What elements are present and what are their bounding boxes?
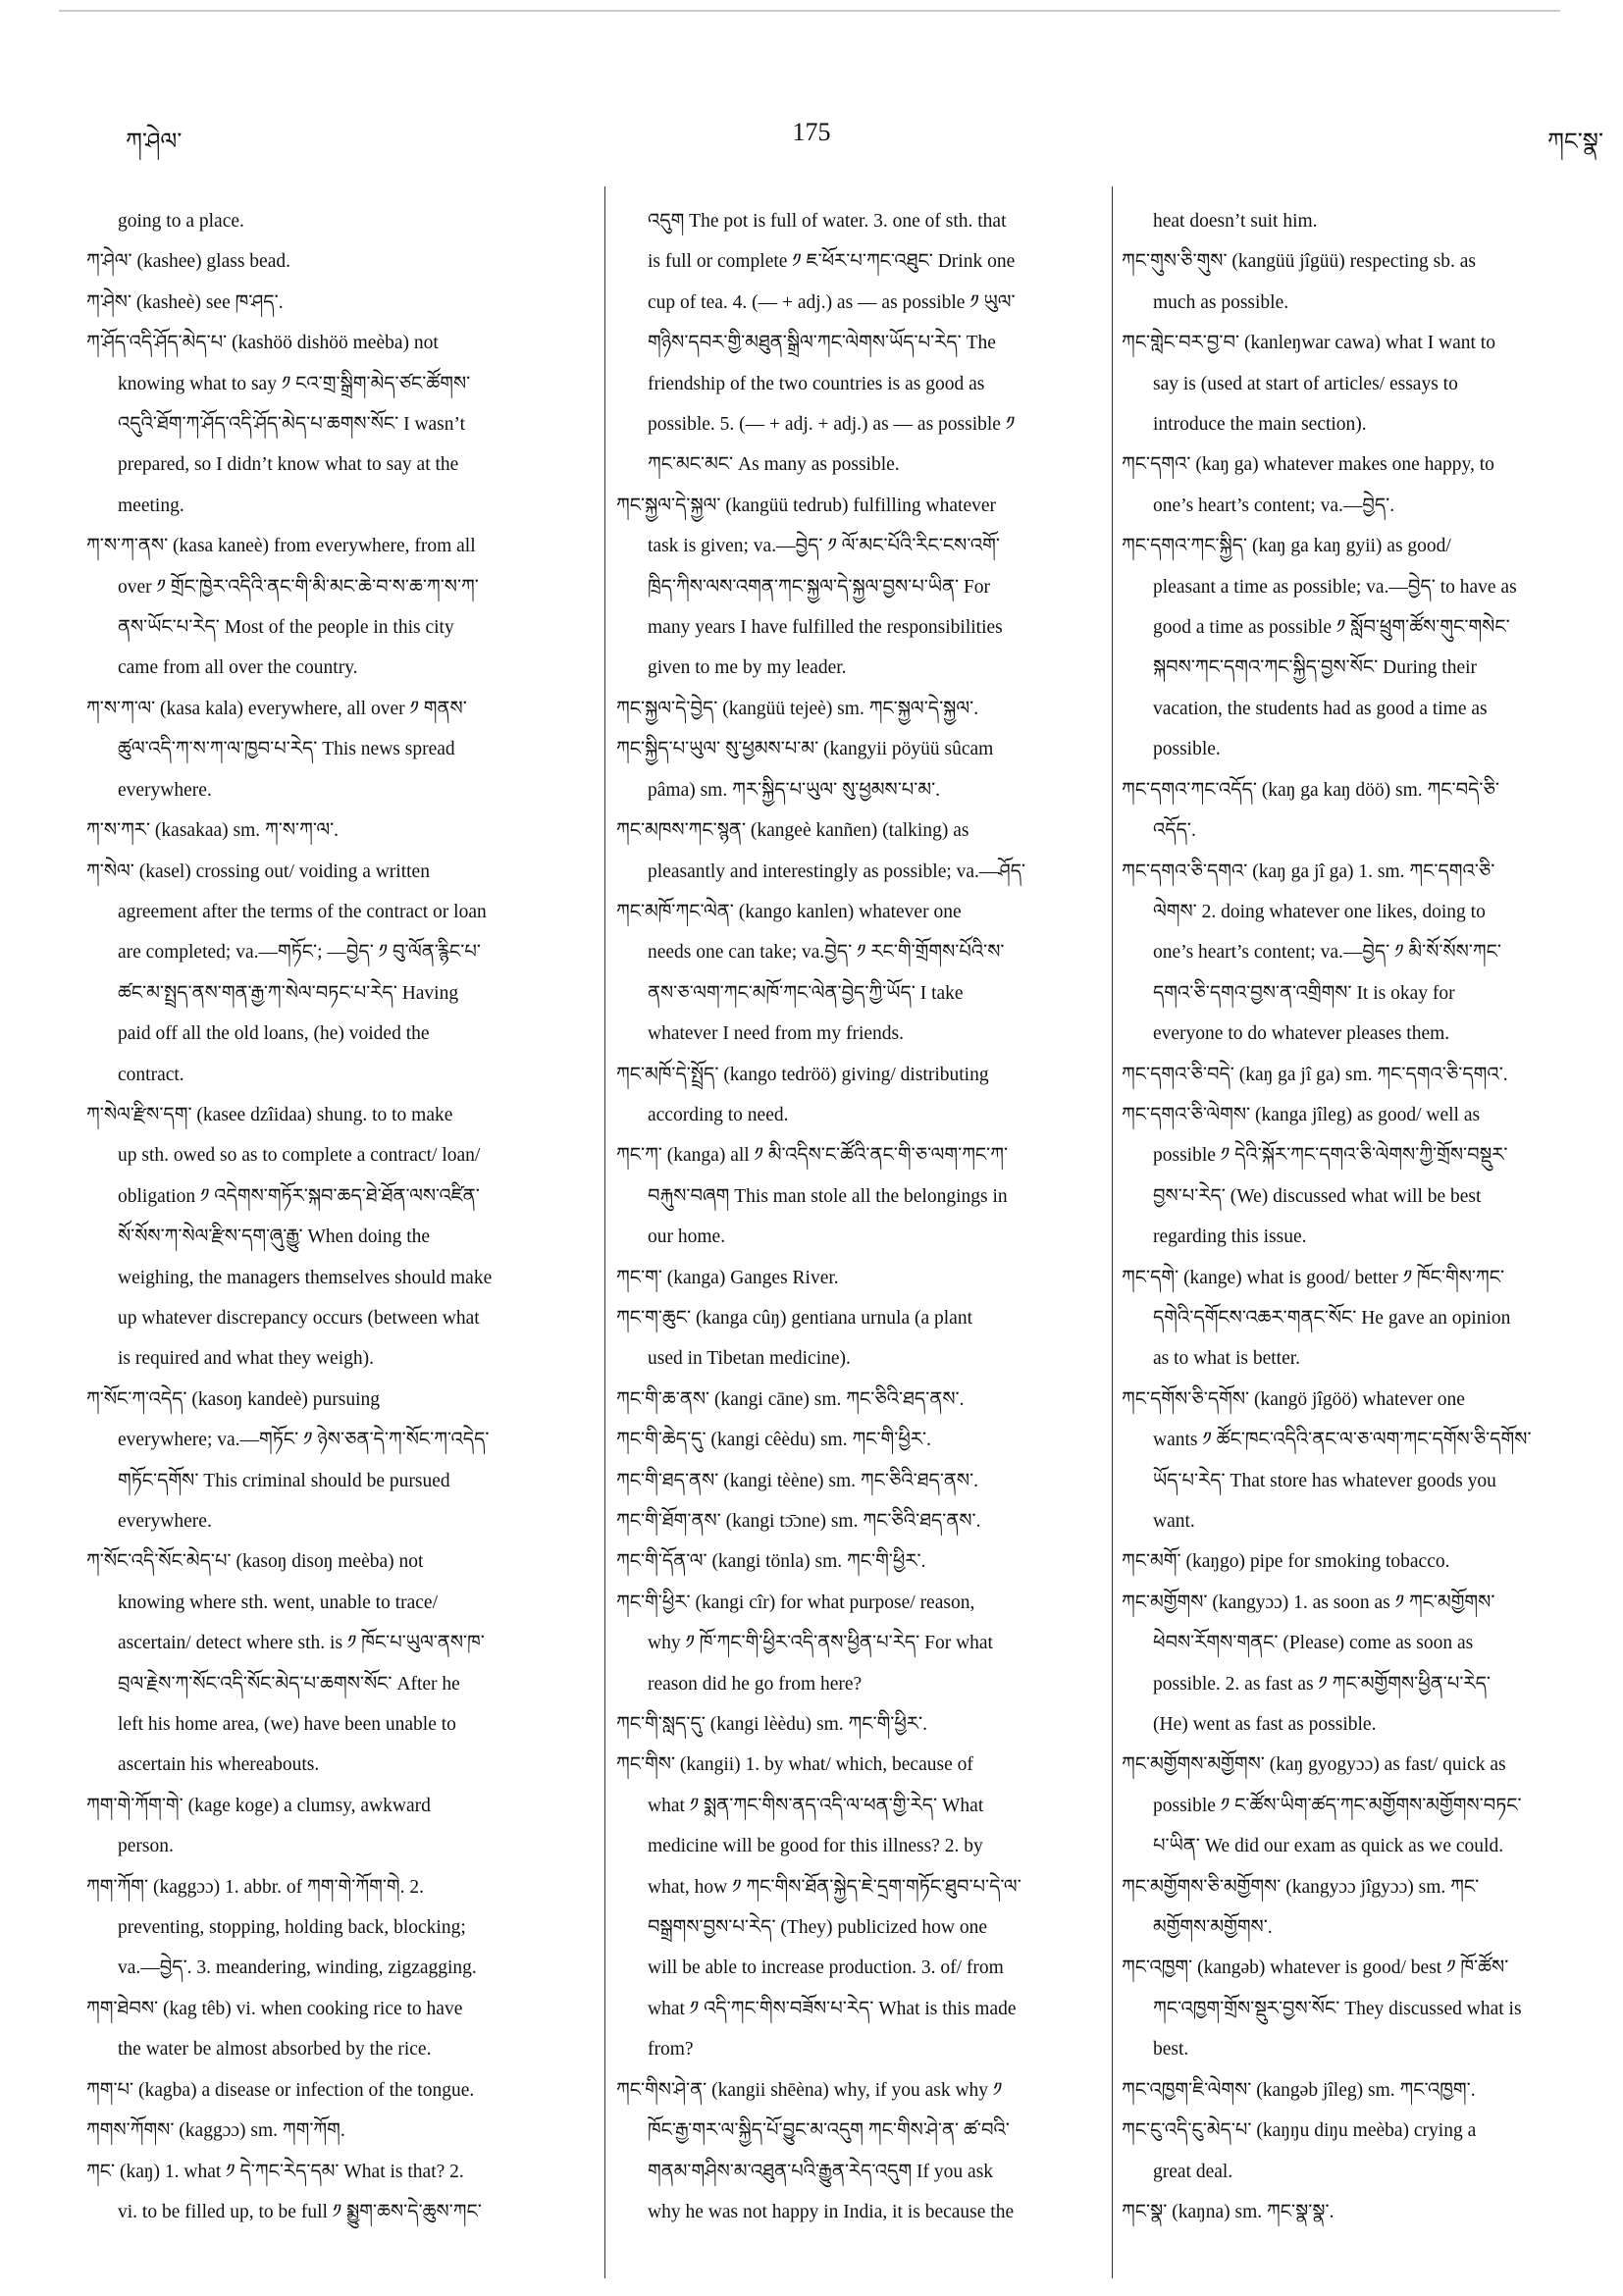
entry-headword-line: ཀང་དགོས་ཅི་དགོས་ (kangö jîgöö) whatever one	[1122, 1388, 1465, 1410]
entry-headword-line: ཀང་མགྱོགས་ (kangyɔɔ) 1. as soon as ༡ ཀང་མགྱོགས་	[1122, 1592, 1495, 1613]
entry-headword-line: ཀང་མགྱོགས་ཅི་མགྱོགས་ (kangyɔɔ jîgyɔɔ) sm. ཀང་	[1122, 1876, 1480, 1898]
running-head-right: ཀང་སྣ་	[1546, 130, 1603, 155]
entry-continuation-line: pleasantly and interestingly as possible; va.—ཤོད་	[648, 861, 1026, 882]
entry-continuation-line: བསྒྲགས་བྱས་པ་རེད་ (They) publicized how one	[648, 1917, 988, 1939]
entry-continuation-line: is full or complete ༡ ཇ་ཕོར་པ་ཀང་འཐུང་ Drink one	[648, 251, 1016, 273]
entry-headword-line: ཀང་གིས་ (kangii) 1. by what/ which, because of	[616, 1754, 973, 1776]
entry-headword-line: ཀག་གེ་ཀོག་གེ་ (kage koge) a clumsy, awkward	[86, 1795, 431, 1816]
entry-headword-line: ཀང་མགྱོགས་མགྱོགས་ (kaŋ gyogyɔɔ) as fast/ quick as	[1122, 1754, 1506, 1776]
entry-headword-line: ཀང་ག་ཆུང་ (kanga cûŋ) gentiana urnula (a plant	[616, 1307, 972, 1329]
entry-continuation-line: according to need.	[648, 1104, 789, 1125]
entry-headword-line: ཀག་ཀོག་ (kaggɔɔ) 1. abbr. of ཀག་གེ་ཀོག་གེ. 2.	[86, 1876, 425, 1898]
entry-continuation-line: say is (used at start of articles/ essays to	[1153, 373, 1458, 394]
entry-continuation-line: གཉིས་དབར་གྱི་མཐུན་སྒྲིལ་ཀང་ལེགས་ཡོད་པ་རེད་ The	[648, 333, 996, 354]
entry-continuation-line: what ༡ འདི་ཀང་གིས་བཟོས་པ་རེད་ What is this made	[648, 1998, 1017, 2019]
entry-continuation-line: vacation, the students had as good a time as	[1153, 698, 1488, 719]
entry-continuation-line: person.	[118, 1836, 174, 1857]
entry-headword-line: ཀང་གི་ཕྱིར་ (kangi cîr) for what purpose/ reason,	[616, 1592, 975, 1613]
entry-headword-line: ཀང་སྐྱིད་པ་ཡུལ་ སུ་ཕྱམས་པ་མ་ (kangyii pöyüü sûcam	[616, 739, 994, 760]
entry-continuation-line: cup of tea. 4. (— + adj.) as — as possible ༡ ཡུལ་	[648, 291, 1016, 313]
entry-continuation-line: from?	[648, 2039, 694, 2061]
column-divider-2	[1112, 186, 1113, 2278]
entry-headword-line: ཀ་ཤེས་ (kasheè) see ཁ་ཤད་.	[86, 291, 284, 313]
entry-headword-line: ཀང་ག་ (kanga) Ganges River.	[616, 1267, 839, 1288]
entry-continuation-line: great deal.	[1153, 2161, 1233, 2182]
entry-continuation-line: va.—བྱེད་. 3. meandering, winding, zigzagging.	[118, 1957, 477, 1979]
entry-continuation-line: ascertain/ detect where sth. is ༡ ཁོང་པ་ཡུལ་ནས་ཁ་	[118, 1633, 485, 1654]
entry-headword-line: ཀང་དགའ་ཅི་བདེ་ (kaŋ ga jî ga) sm. ཀང་དགའ་ཅི་དགའ་.	[1122, 1064, 1508, 1085]
entry-continuation-line: དགའ་ཅི་དགའ་བྱས་ན་འགྲིགས་ It is okay for	[1153, 982, 1455, 1004]
entry-continuation-line: many years I have fulfilled the responsibilities	[648, 617, 1003, 639]
entry-headword-line: ཀང་གླེང་བར་བྱ་བ་ (kanleŋwar cawa) what I want to	[1122, 333, 1495, 354]
entry-headword-line: ཀགས་ཀོགས་ (kaggɔɔ) sm. ཀག་ཀོག.	[86, 2120, 345, 2142]
entry-headword-line: ཀང་མཁོ་དེ་སྤྲོད་ (kango tedröö) giving/ distributing	[616, 1064, 989, 1085]
entry-continuation-line: བྲལ་རྗེས་ཀ་སོང་འདི་སོང་མེད་པ་ཆགས་སོང་ After he	[118, 1673, 460, 1695]
entry-headword-line: ཀང་ (kaŋ) 1. what ༡ དེ་ཀང་རེད་དམ་ What is that? 2.	[86, 2161, 464, 2182]
entry-continuation-line: possible. 5. (— + adj. + adj.) as — as possible ༡	[648, 414, 1016, 436]
entry-headword-line: ཀ་ས་ཀ་ནས་ (kasa kaneè) from everywhere, from all	[86, 536, 476, 557]
entry-headword-line: ཀ་སེལ་རྫིས་དག་ (kasee dzîidaa) shung. to to make	[86, 1104, 453, 1125]
entry-headword-line: ཀ་སེལ་ (kasel) crossing out/ voiding a written	[86, 861, 430, 882]
entry-continuation-line: obligation ༡ འདེགས་གཏོར་སྐབ་ཆད་ཐེ་ཐོན་ལས་འཛིན་	[118, 1185, 480, 1207]
entry-headword-line: ཀག་པ་ (kagba) a disease or infection of the tongue.	[86, 2079, 475, 2101]
entry-continuation-line: knowing what to say ༡ ངའ་གྲ་སྒྲིག་མེད་ཙང་ཚོགས་	[118, 373, 471, 394]
entry-continuation-line: is required and what they weigh).	[118, 1348, 375, 1370]
entry-continuation-line: pleasant a time as possible; va.—བྱེད་ to have as	[1153, 576, 1517, 598]
entry-continuation-line: possible. 2. as fast as ༡ ཀང་མགྱོགས་ཕྱིན་པ་རེད་	[1153, 1673, 1491, 1695]
entry-headword-line: ཀང་གི་སླད་དུ་ (kangi lèèdu) sm. ཀང་གི་ཕྱིར་.	[616, 1714, 928, 1736]
entry-continuation-line: the water be almost absorbed by the rice.	[118, 2039, 432, 2061]
entry-continuation-line: ascertain his whereabouts.	[118, 1754, 320, 1776]
entry-continuation-line: came from all over the country.	[118, 657, 358, 679]
entry-continuation-line: needs one can take; va.བྱེད་ ༡ རང་གི་གྲོགས་པོའི་ས་	[648, 942, 1005, 964]
entry-continuation-line: prepared, so I didn’t know what to say at the	[118, 454, 459, 476]
entry-headword-line: ཀང་གིས་ཤེ་ན་ (kangii shēèna) why, if you ask why ༡	[616, 2079, 1003, 2101]
entry-continuation-line: regarding this issue.	[1153, 1226, 1307, 1248]
entry-continuation-line: ནས་ཡོང་པ་རེད་ Most of the people in this city	[118, 617, 454, 639]
running-head-left: ཀ་ཤེལ་	[126, 130, 183, 155]
entry-continuation-line: wants ༡ ཚོང་ཁང་འདིའི་ནང་ལ་ཅ་ལག་ཀང་དགོས་ཅི་དགོས་	[1153, 1430, 1532, 1451]
entry-continuation-line: as to what is better.	[1153, 1348, 1301, 1370]
entry-continuation-line: will be able to increase production. 3. of/ from	[648, 1957, 1004, 1979]
entry-headword-line: ཀང་གི་དོན་ལ་ (kangi tönla) sm. ཀང་གི་ཕྱིར་.	[616, 1551, 926, 1573]
entry-headword-line: ཀང་དགའ་ཀང་འདོད་ (kaŋ ga kaŋ döö) sm. ཀང་བདེ་ཅི་	[1122, 779, 1500, 801]
entry-continuation-line: used in Tibetan medicine).	[648, 1348, 851, 1370]
entry-headword-line: ཀང་དགའ་ཅི་ལེགས་ (kanga jîleg) as good/ well as	[1122, 1104, 1481, 1125]
page-number: 175	[792, 118, 831, 146]
entry-headword-line: ཀ་ཤེལ་ (kashee) glass bead.	[86, 251, 290, 273]
entry-continuation-line: མགྱོགས་མགྱོགས་.	[1153, 1917, 1273, 1939]
entry-headword-line: ཀང་ངུ་འདི་ངུ་མེད་པ་ (kaŋŋu diŋu meèba) crying a	[1122, 2120, 1477, 2142]
entry-headword-line: ཀང་གུས་ཅི་གུས་ (kangüü jîgüü) respecting sb. as	[1122, 251, 1476, 273]
entry-continuation-line: what ༡ སྨན་ཀང་གིས་ནད་འདི་ལ་ཕན་གྱི་རེད་ What	[648, 1795, 984, 1816]
entry-continuation-line: want.	[1153, 1511, 1195, 1532]
entry-continuation-line: everywhere.	[118, 779, 212, 801]
entry-continuation-line: best.	[1153, 2039, 1189, 2061]
entry-continuation-line: pâma) sm. ཀར་སྐྱིད་པ་ཡུལ་ སུ་ཕྱམས་པ་མ་.	[648, 779, 941, 801]
entry-continuation-line: སྐབས་ཀང་དགའ་ཀང་སྐྱིད་བྱས་སོང་ During their	[1153, 657, 1478, 679]
scan-artifact-top	[59, 10, 1560, 12]
entry-headword-line: ཀང་སྐྱལ་དེ་བྱེད་ (kangüü tejeè) sm. ཀང་སྐྱལ་དེ་སྐྱལ་.	[616, 698, 979, 719]
entry-headword-line: ཀང་གི་ཆེད་དུ་ (kangi cêèdu) sm. ཀང་གི་ཕྱིར་.	[616, 1430, 931, 1451]
entry-headword-line: ཀང་མཁས་ཀང་སྙན་ (kangeè kanñen) (talking) as	[616, 820, 969, 842]
entry-continuation-line: དགེའི་དགོངས་འཆར་གནང་སོང་ He gave an opinion	[1153, 1307, 1511, 1329]
entry-continuation-line: what, how ༡ ཀང་གིས་ཐོན་སྐྱེད་ཇེ་དྲག་གཏོང་ཐུབ་པ་དེ་ལ་	[648, 1876, 1021, 1898]
entry-continuation-line: ཡོད་པ་རེད་ That store has whatever goods you	[1153, 1470, 1496, 1491]
entry-continuation-line: ཕེབས་རོགས་གནང་ (Please) come as soon as	[1153, 1633, 1474, 1654]
entry-continuation-line: much as possible.	[1153, 291, 1289, 313]
entry-continuation-line: our home.	[648, 1226, 726, 1248]
entry-continuation-line: friendship of the two countries is as good as	[648, 373, 985, 394]
entry-headword-line: ཀང་དགའ་ཀང་སྐྱིད་ (kaŋ ga kaŋ gyii) as good/	[1122, 536, 1451, 557]
entry-continuation-line: good a time as possible ༡ སློབ་ཕྲུག་ཚོས་གུང་གསེང་	[1153, 617, 1510, 639]
entry-continuation-line: བརྐུས་བཞག This man stole all the belongings in	[648, 1185, 1008, 1207]
entry-headword-line: ཀ་ས་ཀ་ལ་ (kasa kala) everywhere, all over ༡ གནས་	[86, 698, 467, 719]
entry-continuation-line: are completed; va.—གཏོང་; —བྱེད་ ༡ བུ་ལོན་རྙིང་པ་	[118, 942, 481, 964]
dictionary-column-2	[616, 201, 1103, 2276]
entry-headword-line: ཀང་སྐྱལ་དེ་སྐྱལ་ (kangüü tedrub) fulfilling whatever	[616, 495, 997, 516]
entry-continuation-line: contract.	[118, 1064, 184, 1085]
entry-continuation-line: why he was not happy in India, it is because the	[648, 2201, 1015, 2222]
entry-headword-line: ཀང་གི་ཐད་ནས་ (kangi tèène) sm. ཀང་ཅིའི་ཐད་ནས་.	[616, 1470, 979, 1491]
entry-continuation-line: introduce the main section).	[1153, 414, 1367, 436]
entry-continuation-line: going to a place.	[118, 211, 244, 232]
entry-headword-line: ཀང་ཀ་ (kanga) all ༡ མི་འདིས་ང་ཚོའི་ནང་གི་ཅ་ལག་ཀང་ཀ་	[616, 1145, 1009, 1167]
dictionary-column-1	[86, 201, 604, 2276]
entry-headword-line: ཀང་སྣ་ (kaŋna) sm. ཀང་སྣ་སྣ་.	[1122, 2201, 1335, 2222]
entry-continuation-line: one’s heart’s content; va.—བྱེད་.	[1153, 495, 1395, 516]
entry-continuation-line: ཀང་མང་མང་ As many as possible.	[648, 454, 900, 476]
entry-continuation-line: preventing, stopping, holding back, blocking;	[118, 1917, 466, 1939]
entry-continuation-line: ཁོང་རྒྱ་གར་ལ་སྐྱིད་པོ་བྱུང་མ་འདུག ཀང་གིས་ཤེ་ན་ ཚ་བའི་	[648, 2120, 1010, 2142]
entry-continuation-line: སོ་སོས་ཀ་སེལ་རྫིས་དག་ཞུ་རྒྱུ་ When doing the	[118, 1226, 431, 1248]
entry-continuation-line: possible.	[1153, 739, 1221, 760]
entry-continuation-line: ཚུལ་འདི་ཀ་ས་ཀ་ལ་ཁྱབ་པ་རེད་ This news spread	[118, 739, 455, 760]
entry-continuation-line: given to me by my leader.	[648, 657, 847, 679]
entry-continuation-line: ཚང་མ་སྤྲད་ནས་གན་རྒྱ་ཀ་སེལ་བཏང་པ་རེད་ Having	[118, 982, 459, 1004]
entry-continuation-line: འདུའི་ཐོག་ཀ་ཤོད་འདི་ཤོད་མེད་པ་ཆགས་སོང་ I wasn’t	[118, 414, 466, 436]
entry-continuation-line: པ་ཡིན་ We did our exam as quick as we could.	[1153, 1836, 1504, 1857]
entry-continuation-line: possible ༡ ང་ཚོས་ཡིག་ཚད་ཀང་མགྱོགས་མགྱོགས་བཏང་	[1153, 1795, 1522, 1816]
entry-continuation-line: weighing, the managers themselves should make	[118, 1267, 493, 1288]
entry-continuation-line: heat doesn’t suit him.	[1153, 211, 1318, 232]
entry-continuation-line: up sth. owed so as to complete a contract/ loan/	[118, 1145, 481, 1167]
entry-continuation-line: why ༡ ཁོ་ཀང་གི་ཕྱིར་འདི་ནས་ཕྱིན་པ་རེད་ For what	[648, 1633, 993, 1654]
entry-continuation-line: everywhere.	[118, 1511, 212, 1532]
entry-continuation-line: everywhere; va.—གཏོང་ ༡ ཉེས་ཅན་དེ་ཀ་སོང་ཀ་འདེད་	[118, 1430, 490, 1451]
entry-continuation-line: ཁྲིད་ཀིས་ལས་འགན་ཀང་སྐྱལ་དེ་སྐྱལ་བྱས་པ་ཡིན་ For	[648, 576, 991, 598]
entry-headword-line: ཀང་དགེ་ (kange) what is good/ better ༡ ཁོང་གིས་ཀང་	[1122, 1267, 1505, 1288]
entry-headword-line: ཀ་སོང་ཀ་འདེད་ (kasoŋ kandeè) pursuing	[86, 1388, 380, 1410]
entry-continuation-line: (He) went as fast as possible.	[1153, 1714, 1377, 1736]
entry-continuation-line: knowing where sth. went, unable to trace/	[118, 1592, 438, 1613]
entry-headword-line: ཀག་ཐེབས་ (kag têb) vi. when cooking rice to have	[86, 1998, 463, 2019]
entry-continuation-line: གཏོང་དགོས་ This criminal should be pursued	[118, 1470, 450, 1491]
entry-continuation-line: one’s heart’s content; va.—བྱེད་ ༡ མི་སོ་སོས་ཀང་	[1153, 942, 1501, 964]
entry-continuation-line: བྱས་པ་རེད་ (We) discussed what will be best	[1153, 1185, 1482, 1207]
entry-headword-line: ཀང་འཁྱག་ཇི་ལེགས་ (kangəb jîleg) sm. ཀང་འཁྱག་.	[1122, 2079, 1476, 2101]
entry-headword-line: ཀང་གི་ཐོག་ནས་ (kangi tɔ̄ɔne) sm. ཀང་ཅིའི་ཐད་ནས་.	[616, 1511, 981, 1532]
entry-continuation-line: ལེགས་ 2. doing whatever one likes, doing to	[1153, 901, 1486, 922]
entry-headword-line: ཀ་ཤོད་འདི་ཤོད་མེད་པ་ (kashöö dishöö meèba) not	[86, 333, 439, 354]
entry-continuation-line: paid off all the old loans, (he) voided the	[118, 1023, 430, 1045]
entry-continuation-line: འདོད་.	[1153, 820, 1196, 842]
entry-headword-line: ཀང་འཁྱག་ (kangəb) whatever is good/ best ༡ ཁོ་ཚོས་	[1122, 1957, 1509, 1979]
dictionary-column-3	[1122, 201, 1618, 2276]
entry-headword-line: ཀང་དགའ་ (kaŋ ga) whatever makes one happy, to	[1122, 454, 1494, 476]
entry-continuation-line: medicine will be good for this illness? 2. by	[648, 1836, 983, 1857]
entry-headword-line: ཀང་དགའ་ཅི་དགའ་ (kaŋ ga jî ga) 1. sm. ཀང་དགའ་ཅི་	[1122, 861, 1495, 882]
entry-continuation-line: over ༡ གྲོང་ཁྱེར་འདིའི་ནང་གི་མི་མང་ཆེ་བ་ས་ཆ་ཀ་ས་ཀ་	[118, 576, 479, 598]
entry-continuation-line: up whatever discrepancy occurs (between what	[118, 1307, 480, 1329]
entry-headword-line: ཀ་སོང་འདི་སོང་མེད་པ་ (kasoŋ disoŋ meèba) not	[86, 1551, 424, 1573]
entry-continuation-line: everyone to do whatever pleases them.	[1153, 1023, 1450, 1045]
entry-continuation-line: འདུག The pot is full of water. 3. one of sth. that	[648, 211, 1007, 232]
entry-continuation-line: གནམ་གཤིས་མ་འཐུན་པའི་རྒྱུན་རེད་འདུག If you ask	[648, 2161, 994, 2182]
entry-continuation-line: left his home area, (we) have been unable to	[118, 1714, 456, 1736]
entry-headword-line: ཀང་མགོ་ (kaŋgo) pipe for smoking tobacco.	[1122, 1551, 1450, 1573]
entry-continuation-line: ནས་ཅ་ལག་ཀང་མཁོ་ཀང་ལེན་བྱེད་ཀྱི་ཡོད་ I take	[648, 982, 964, 1004]
entry-continuation-line: possible ༡ དེའི་སྐོར་ཀང་དགའ་ཅི་ལེགས་ཀྱི་གྲོས་བསྡུར་	[1153, 1145, 1508, 1167]
entry-continuation-line: agreement after the terms of the contract or loan	[118, 901, 487, 922]
entry-headword-line: ཀ་ས་ཀར་ (kasakaa) sm. ཀ་ས་ཀ་ལ་.	[86, 820, 340, 842]
entry-continuation-line: vi. to be filled up, to be full ༡ སྨྱུག་ཆས་དེ་ཆུས་ཀང་	[118, 2201, 482, 2222]
entry-headword-line: ཀང་གི་ཆ་ནས་ (kangi cāne) sm. ཀང་ཅིའི་ཐད་ནས་.	[616, 1388, 965, 1410]
entry-headword-line: ཀང་མཁོ་ཀང་ལེན་ (kango kanlen) whatever one	[616, 901, 962, 922]
entry-continuation-line: ཀང་འཁྱག་གྲོས་སྡུར་བྱས་སོང་ They discussed what is	[1153, 1998, 1522, 2019]
column-divider-1	[604, 186, 605, 2278]
entry-continuation-line: reason did he go from here?	[648, 1673, 863, 1695]
entry-continuation-line: meeting.	[118, 495, 184, 516]
entry-continuation-line: task is given; va.—བྱེད་ ༡ ལོ་མང་པོའི་རིང་ངས་འགོ་	[648, 536, 1000, 557]
entry-continuation-line: whatever I need from my friends.	[648, 1023, 904, 1045]
